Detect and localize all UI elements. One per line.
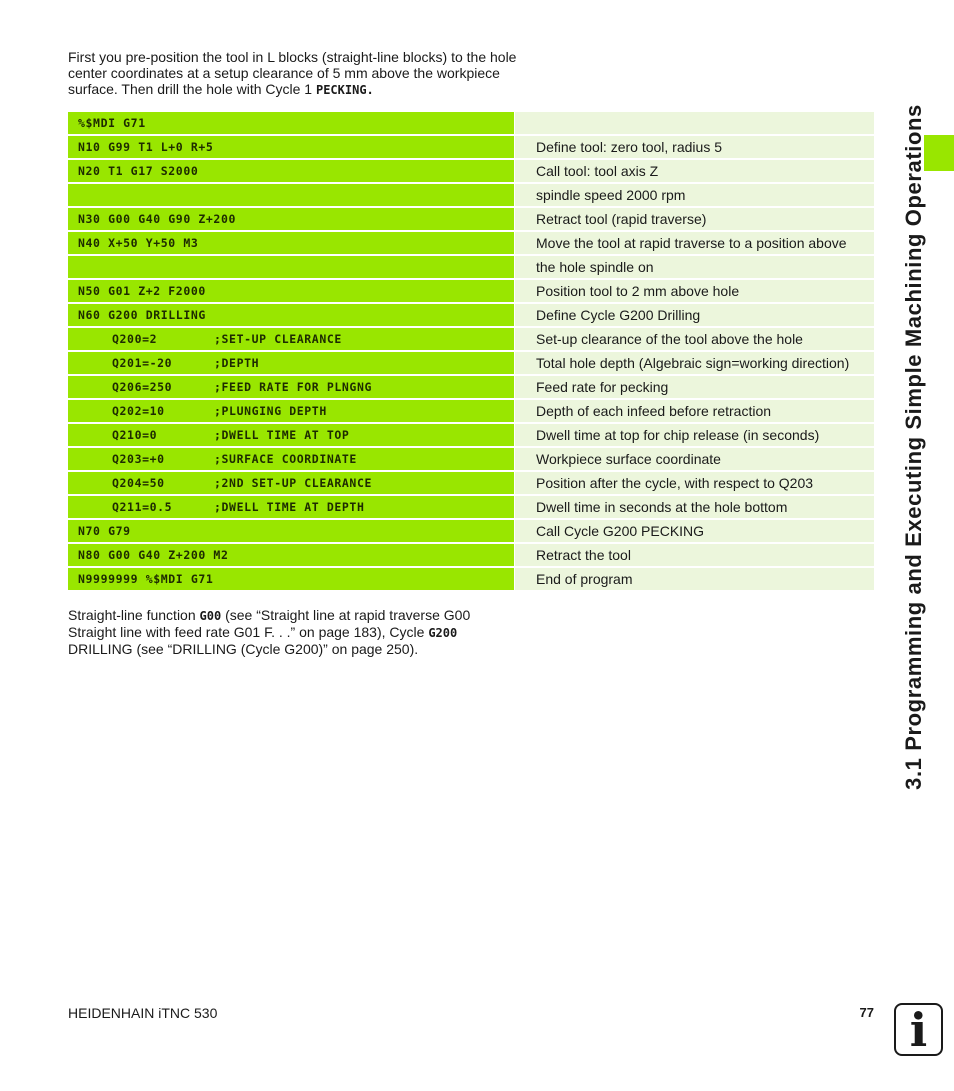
description-cell: Dwell time at top for chip release (in seconds) (515, 424, 874, 446)
program-row (68, 232, 874, 256)
description-cell: Feed rate for pecking (515, 376, 874, 398)
program-row (68, 568, 874, 592)
reference-code-1: G00 (199, 609, 222, 623)
cycle-parameter: Q206=250 (112, 380, 173, 394)
program-row (68, 256, 874, 280)
info-icon: i (894, 1003, 943, 1056)
description-cell: Move the tool at rapid traverse to a position above (515, 232, 874, 254)
code-cell: N40 X+50 Y+50 M3 (68, 232, 514, 254)
program-row (68, 160, 874, 184)
code-cell (68, 448, 514, 470)
cycle-parameter: Q211=0.5 (112, 500, 173, 514)
intro-paragraph (68, 49, 518, 98)
cycle-parameter: Q200=2 (112, 332, 158, 346)
program-row (68, 136, 874, 160)
chapter-title-text: 3.1 Programming and Executing Simple Machining Operations (901, 104, 926, 790)
description-cell: Total hole depth (Algebraic sign=working direction) (515, 352, 874, 374)
reference-paragraph (68, 607, 508, 657)
code-cell: N20 T1 G17 S2000 (68, 160, 514, 182)
code-cell: N60 G200 DRILLING (68, 304, 514, 326)
code-cell: N9999999 %$MDI G71 (68, 568, 514, 590)
program-row (68, 280, 874, 304)
intro-text: First you pre-position the tool in L blocks (straight-line blocks) to the hole center coordinates at a setup clearance of 5 mm above the workpiece surface. Then drill the hole with Cycle 1 (68, 49, 517, 97)
program-row (68, 520, 874, 544)
reference-text-2: (see “Straight line at rapid traverse G00 Straight line with feed rate G01 F. . .” on page 183), Cycle (68, 607, 471, 640)
description-cell (515, 112, 874, 134)
parameter-comment: ;PLUNGING DEPTH (214, 404, 327, 418)
cycle-parameter: Q202=10 (112, 404, 165, 418)
code-cell: N70 G79 (68, 520, 514, 542)
description-cell: Call Cycle G200 PECKING (515, 520, 874, 542)
description-cell: the hole spindle on (515, 256, 874, 278)
parameter-comment: ;SET-UP CLEARANCE (214, 332, 342, 346)
program-row (68, 544, 874, 568)
description-cell: spindle speed 2000 rpm (515, 184, 874, 206)
description-cell: Position after the cycle, with respect to Q203 (515, 472, 874, 494)
program-row (68, 208, 874, 232)
program-row (68, 352, 874, 376)
description-cell: Define Cycle G200 Drilling (515, 304, 874, 326)
cycle-parameter: Q203=+0 (112, 452, 165, 466)
program-row (68, 496, 874, 520)
parameter-comment: ;DWELL TIME AT TOP (214, 428, 350, 442)
description-cell: Call tool: tool axis Z (515, 160, 874, 182)
code-cell (68, 328, 514, 350)
code-cell: %$MDI G71 (68, 112, 514, 134)
description-cell: Position tool to 2 mm above hole (515, 280, 874, 302)
page-number: 77 (859, 1005, 874, 1020)
description-cell: Define tool: zero tool, radius 5 (515, 136, 874, 158)
code-cell (68, 352, 514, 374)
program-row (68, 304, 874, 328)
cycle-parameter: Q210=0 (112, 428, 158, 442)
intro-code: PECKING. (315, 83, 374, 97)
reference-text-3: DRILLING (see “DRILLING (Cycle G200)” on page 250). (68, 641, 419, 657)
code-cell (68, 424, 514, 446)
program-row (68, 400, 874, 424)
reference-text-1: Straight-line function (68, 607, 200, 623)
cycle-parameter: Q201=-20 (112, 356, 173, 370)
program-row (68, 448, 874, 472)
code-cell (68, 472, 514, 494)
description-cell: Workpiece surface coordinate (515, 448, 874, 470)
parameter-comment: ;FEED RATE FOR PLNGNG (214, 380, 372, 394)
cycle-parameter: Q204=50 (112, 476, 165, 490)
parameter-comment: ;2ND SET-UP CLEARANCE (214, 476, 372, 490)
code-cell: N80 G00 G40 Z+200 M2 (68, 544, 514, 566)
program-row (68, 184, 874, 208)
code-cell (68, 256, 514, 278)
code-cell (68, 496, 514, 518)
program-row (68, 328, 874, 352)
description-cell: Dwell time in seconds at the hole bottom (515, 496, 874, 518)
parameter-comment: ;DWELL TIME AT DEPTH (214, 500, 365, 514)
program-row (68, 472, 874, 496)
code-cell (68, 376, 514, 398)
description-cell: End of program (515, 568, 874, 590)
code-cell (68, 184, 514, 206)
parameter-comment: ;SURFACE COORDINATE (214, 452, 357, 466)
code-cell: N30 G00 G40 G90 Z+200 (68, 208, 514, 230)
description-cell: Retract tool (rapid traverse) (515, 208, 874, 230)
reference-code-2: G200 (428, 626, 458, 640)
code-cell: N50 G01 Z+2 F2000 (68, 280, 514, 302)
description-cell: Depth of each infeed before retraction (515, 400, 874, 422)
program-row (68, 376, 874, 400)
chapter-side-title (894, 52, 934, 842)
program-row (68, 424, 874, 448)
code-cell: N10 G99 T1 L+0 R+5 (68, 136, 514, 158)
program-row (68, 112, 874, 136)
description-cell: Set-up clearance of the tool above the hole (515, 328, 874, 350)
parameter-comment: ;DEPTH (214, 356, 260, 370)
program-listing (68, 112, 874, 592)
footer-manual-name: HEIDENHAIN iTNC 530 (68, 1005, 218, 1021)
description-cell: Retract the tool (515, 544, 874, 566)
code-cell (68, 400, 514, 422)
